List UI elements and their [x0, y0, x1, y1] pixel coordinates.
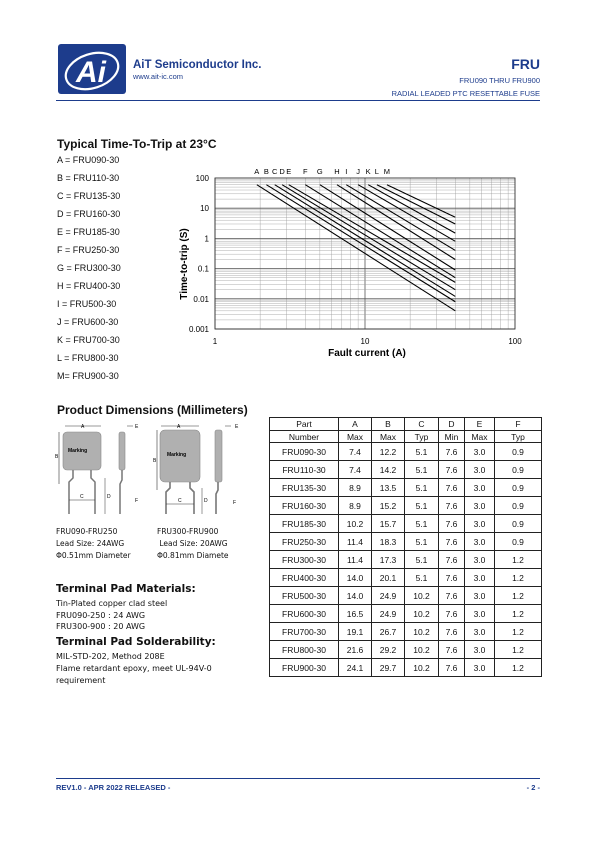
part-number-cell: FRU700-30 — [270, 623, 339, 641]
dimension-cell: 0.9 — [495, 443, 542, 461]
dimension-cell: 7.6 — [439, 551, 465, 569]
curve-label: G — [316, 167, 323, 176]
caption-small-series: FRU090-FRU250 — [56, 527, 118, 536]
footer-divider — [56, 778, 540, 779]
marking-label: Marking — [68, 448, 88, 454]
dimension-cell: 19.1 — [339, 623, 372, 641]
dimension-cell: 3.0 — [465, 497, 495, 515]
dim-label-d2: D — [204, 498, 208, 504]
subheader-a: Max — [339, 431, 372, 443]
dim-label-e: E — [135, 424, 139, 430]
subheader-f: Typ — [495, 431, 542, 443]
y-tick-label: 10 — [200, 204, 209, 214]
part-number-cell: FRU800-30 — [270, 641, 339, 659]
header-part: Part — [270, 418, 339, 431]
dimension-cell: 5.1 — [405, 515, 439, 533]
dim-label-f: F — [135, 498, 139, 504]
dimension-cell: 7.6 — [439, 605, 465, 623]
curve-label: L — [374, 167, 379, 176]
header-f: F — [495, 418, 542, 431]
part-number-cell: FRU900-30 — [270, 659, 339, 677]
page-number: - 2 - — [526, 783, 540, 792]
dimension-cell: 18.3 — [372, 533, 405, 551]
header-e: E — [465, 418, 495, 431]
curve-K — [368, 185, 455, 233]
y-tick-label: 0.1 — [197, 264, 209, 274]
dimension-cell: 0.9 — [495, 479, 542, 497]
drawing-large-fuse — [155, 418, 255, 520]
materials-line: FRU300-900 : 20 AWG — [56, 622, 146, 631]
solderability-line: Flame retardant epoxy, meet UL-94V-0 — [56, 664, 212, 673]
caption-large-series: FRU300-FRU900 — [157, 527, 219, 536]
curve-label: B — [263, 167, 269, 176]
dimension-cell: 7.6 — [439, 461, 465, 479]
dim-label-a: A — [81, 424, 85, 430]
header-a: A — [339, 418, 372, 431]
dimension-cell: 5.1 — [405, 497, 439, 515]
dimension-cell: 5.1 — [405, 533, 439, 551]
y-tick-label: 0.001 — [188, 325, 209, 334]
dim-label-a2: A — [177, 424, 181, 430]
materials-line: FRU090-250 : 24 AWG — [56, 611, 146, 620]
legend-item: J = FRU600-30 — [57, 317, 119, 327]
x-tick-label: 10 — [360, 337, 370, 346]
dimension-cell: 29.2 — [372, 641, 405, 659]
table-row — [270, 461, 542, 479]
table-row — [270, 659, 542, 677]
table-row — [270, 533, 542, 551]
dimension-cell: 7.6 — [439, 659, 465, 677]
curve-label: H — [334, 167, 340, 176]
dimension-cell: 24.9 — [372, 587, 405, 605]
curve-label: K — [365, 167, 371, 176]
dimension-cell: 3.0 — [465, 587, 495, 605]
dimension-cell: 7.6 — [439, 497, 465, 515]
dimension-cell: 1.2 — [495, 587, 542, 605]
time-to-trip-chart — [175, 162, 525, 364]
curve-I — [346, 185, 455, 251]
dimension-cell: 5.1 — [405, 443, 439, 461]
part-number-cell: FRU500-30 — [270, 587, 339, 605]
dimension-cell: 24.1 — [339, 659, 372, 677]
part-range: FRU090 THRU FRU900 — [459, 76, 540, 85]
dimension-cell: 0.9 — [495, 461, 542, 479]
curve-label: A — [254, 167, 260, 176]
materials-line: Tin-Plated copper clad steel — [56, 599, 168, 608]
subheader-c: Typ — [405, 431, 439, 443]
y-axis-label: Time-to-trip (S) — [179, 228, 190, 300]
caption-large-lead: Lead Size: 20AWG — [157, 539, 228, 548]
dimension-cell: 29.7 — [372, 659, 405, 677]
dim-label-c2: C — [178, 498, 182, 504]
part-number-cell: FRU250-30 — [270, 533, 339, 551]
dimension-cell: 7.6 — [439, 533, 465, 551]
header-d: D — [439, 418, 465, 431]
legend-item: B = FRU110-30 — [57, 173, 120, 183]
legend-item: E = FRU185-30 — [57, 227, 120, 237]
dimension-cell: 5.1 — [405, 551, 439, 569]
part-number-cell: FRU400-30 — [270, 569, 339, 587]
company-website[interactable]: www.ait-ic.com — [133, 72, 184, 81]
legend-item: A = FRU090-30 — [57, 155, 120, 165]
curve-label: D — [279, 167, 285, 176]
dim-label-b2: B — [153, 458, 157, 464]
y-tick-label: 100 — [195, 174, 209, 183]
dimension-cell: 3.0 — [465, 533, 495, 551]
dimension-cell: 7.6 — [439, 479, 465, 497]
dimension-cell: 0.9 — [495, 533, 542, 551]
table-row — [270, 605, 542, 623]
dimension-cell: 7.4 — [339, 443, 372, 461]
table-row — [270, 497, 542, 515]
subheader-b: Max — [372, 431, 405, 443]
table-header-row — [270, 418, 542, 431]
part-number-cell: FRU090-30 — [270, 443, 339, 461]
curve-label: M — [383, 167, 391, 176]
dimension-cell: 11.4 — [339, 533, 372, 551]
dimension-cell: 10.2 — [405, 623, 439, 641]
dimension-cell: 3.0 — [465, 479, 495, 497]
table-row — [270, 515, 542, 533]
dimensions-title: Product Dimensions (Millimeters) — [57, 403, 248, 417]
subheader-e: Max — [465, 431, 495, 443]
part-number-cell: FRU135-30 — [270, 479, 339, 497]
dimension-cell: 5.1 — [405, 461, 439, 479]
dimension-cell: 8.9 — [339, 497, 372, 515]
dimension-cell: 12.2 — [372, 443, 405, 461]
dimension-cell: 3.0 — [465, 443, 495, 461]
x-axis-label: Fault current (A) — [328, 348, 406, 359]
dimension-cell: 14.0 — [339, 569, 372, 587]
legend-item: M= FRU900-30 — [57, 371, 119, 381]
curve-label: I — [345, 167, 348, 176]
part-number-cell: FRU110-30 — [270, 461, 339, 479]
table-row — [270, 443, 542, 461]
x-tick-label: 100 — [508, 337, 522, 346]
part-number-cell: FRU600-30 — [270, 605, 339, 623]
subheader-d: Min — [439, 431, 465, 443]
table-row — [270, 479, 542, 497]
dimension-cell: 3.0 — [465, 641, 495, 659]
dimension-cell: 3.0 — [465, 569, 495, 587]
dimension-cell: 7.6 — [439, 569, 465, 587]
part-number-cell: FRU160-30 — [270, 497, 339, 515]
drawing-small-fuse — [55, 418, 155, 520]
dimension-cell: 7.6 — [439, 623, 465, 641]
part-number-cell: FRU300-30 — [270, 551, 339, 569]
marking-label2: Marking — [167, 452, 187, 458]
product-subtitle: RADIAL LEADED PTC RESETTABLE FUSE — [391, 89, 540, 98]
ttt-title: Typical Time-To-Trip at 23°C — [57, 137, 217, 151]
dimension-cell: 7.6 — [439, 443, 465, 461]
curve-E — [289, 185, 456, 283]
header-divider — [56, 100, 540, 101]
dimension-cell: 1.2 — [495, 551, 542, 569]
header-b: B — [372, 418, 405, 431]
dimension-cell: 1.2 — [495, 659, 542, 677]
dimension-cell: 7.6 — [439, 587, 465, 605]
legend-item: F = FRU250-30 — [57, 245, 120, 255]
dimension-cell: 7.6 — [439, 641, 465, 659]
header-c: C — [405, 418, 439, 431]
dimension-cell: 3.0 — [465, 461, 495, 479]
legend-item: I = FRU500-30 — [57, 299, 117, 309]
legend-item: G = FRU300-30 — [57, 263, 121, 273]
x-tick-label: 1 — [212, 337, 218, 346]
table-row — [270, 551, 542, 569]
dimension-cell: 14.2 — [372, 461, 405, 479]
company-name: AiT Semiconductor Inc. — [133, 59, 262, 71]
dimension-cell: 1.2 — [495, 623, 542, 641]
dimension-cell: 1.2 — [495, 569, 542, 587]
legend-item: C = FRU135-30 — [57, 191, 121, 201]
y-tick-label: 1 — [204, 234, 209, 244]
company-logo — [58, 44, 126, 94]
dimension-cell: 1.2 — [495, 641, 542, 659]
curve-label: J — [356, 167, 361, 176]
solderability-title: Terminal Pad Solderability: — [56, 636, 216, 648]
dimension-cell: 1.2 — [495, 605, 542, 623]
dim-label-b: B — [55, 454, 59, 460]
dimension-cell: 20.1 — [372, 569, 405, 587]
dimension-cell: 3.0 — [465, 623, 495, 641]
caption-small-diameter: Φ0.51mm Diameter — [56, 551, 131, 560]
table-row — [270, 623, 542, 641]
curve-D — [282, 185, 455, 290]
caption-small-lead: Lead Size: 24AWG — [56, 539, 125, 548]
dimension-cell: 10.2 — [405, 641, 439, 659]
solderability-line: requirement — [56, 676, 106, 685]
dimension-cell: 0.9 — [495, 497, 542, 515]
footer-revision: REV1.0 - APR 2022 RELEASED - — [56, 783, 171, 792]
dimension-cell: 10.2 — [405, 605, 439, 623]
dimension-cell: 10.2 — [405, 587, 439, 605]
dimension-cell: 5.1 — [405, 569, 439, 587]
legend-item: H = FRU400-30 — [57, 281, 121, 291]
dimension-cell: 14.0 — [339, 587, 372, 605]
dim-label-f2: F — [233, 500, 237, 506]
solderability-line: MIL-STD-202, Method 208E — [56, 652, 165, 661]
dimension-cell: 3.0 — [465, 515, 495, 533]
dimensions-table — [269, 417, 542, 677]
dimension-cell: 7.6 — [439, 515, 465, 533]
table-row — [270, 569, 542, 587]
curve-G — [320, 185, 455, 270]
materials-title: Terminal Pad Materials: — [56, 583, 196, 595]
part-number-cell: FRU185-30 — [270, 515, 339, 533]
legend-item: D = FRU160-30 — [57, 209, 121, 219]
part-family: FRU — [511, 56, 540, 72]
dimension-cell: 15.7 — [372, 515, 405, 533]
dimension-cell: 15.2 — [372, 497, 405, 515]
y-tick-label: 0.01 — [193, 294, 209, 304]
curve-label: E — [286, 167, 292, 176]
dimension-cell: 3.0 — [465, 551, 495, 569]
dimension-cell: 24.9 — [372, 605, 405, 623]
dimension-cell: 10.2 — [339, 515, 372, 533]
dimension-cell: 16.5 — [339, 605, 372, 623]
dim-label-d: D — [107, 494, 111, 500]
dim-label-e2: E — [235, 424, 239, 430]
subheader-number: Number — [270, 431, 339, 443]
dimension-cell: 26.7 — [372, 623, 405, 641]
dimension-cell: 5.1 — [405, 479, 439, 497]
dimension-cell: 10.2 — [405, 659, 439, 677]
dimension-cell: 17.3 — [372, 551, 405, 569]
logo-text: Ai — [76, 56, 106, 89]
table-row — [270, 641, 542, 659]
table-row — [270, 587, 542, 605]
dimension-cell: 8.9 — [339, 479, 372, 497]
dimension-cell: 3.0 — [465, 605, 495, 623]
dimension-cell: 7.4 — [339, 461, 372, 479]
caption-large-diameter: Φ0.81mm Diamete — [157, 551, 229, 560]
dim-label-c: C — [80, 494, 84, 500]
dimension-cell: 21.6 — [339, 641, 372, 659]
curve-label: C — [271, 167, 278, 176]
legend-item: K = FRU700-30 — [57, 335, 120, 345]
curve-label: F — [303, 167, 308, 176]
dimension-cell: 11.4 — [339, 551, 372, 569]
dimension-cell: 13.5 — [372, 479, 405, 497]
dimension-cell: 3.0 — [465, 659, 495, 677]
table-subheader-row — [270, 431, 542, 443]
legend-item: L = FRU800-30 — [57, 353, 119, 363]
dimension-cell: 0.9 — [495, 515, 542, 533]
